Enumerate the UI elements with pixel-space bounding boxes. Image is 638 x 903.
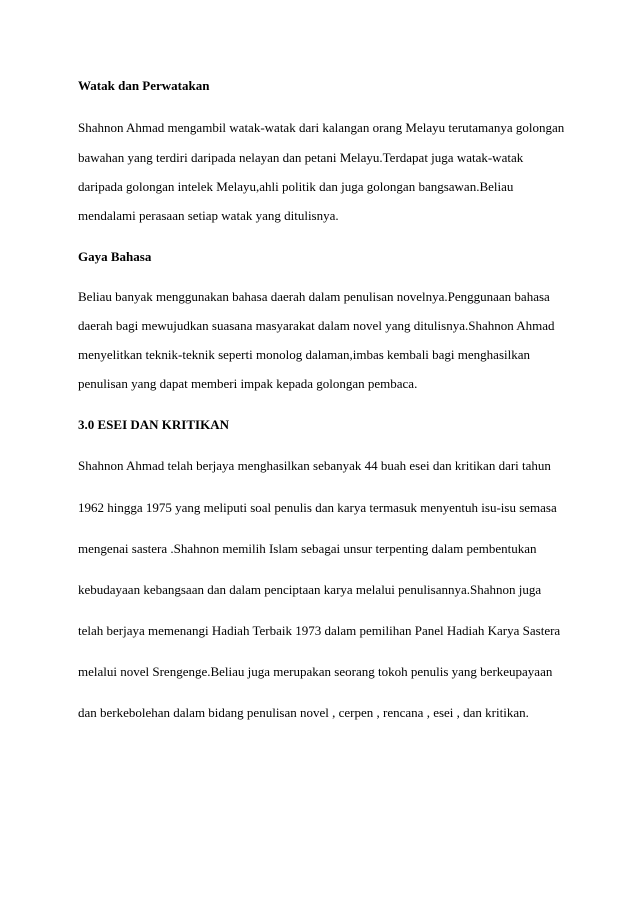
section-heading-esei: 3.0 ESEI DAN KRITIKAN bbox=[78, 417, 229, 432]
paragraph-line: 1962 hingga 1975 yang meliputi soal penulis dan karya termasuk menyentuh isu-isu semasa bbox=[78, 500, 557, 515]
paragraph-line: melalui novel Srengenge.Beliau juga merupakan seorang tokoh penulis yang berkeupayaan bbox=[78, 664, 553, 679]
paragraph-line: daripada golongan intelek Melayu,ahli politik dan juga golongan bangsawan.Beliau bbox=[78, 179, 514, 194]
paragraph-line: bawahan yang terdiri daripada nelayan dan petani Melayu.Terdapat juga watak-watak bbox=[78, 150, 524, 165]
paragraph-line: mengenai sastera .Shahnon memilih Islam sebagai unsur terpenting dalam pembentukan bbox=[78, 541, 537, 556]
paragraph-line: Shahnon Ahmad telah berjaya menghasilkan sebanyak 44 buah esei dan kritikan dari tahun bbox=[78, 458, 551, 473]
paragraph-line: mendalami perasaan setiap watak yang ditulisnya. bbox=[78, 208, 339, 223]
section-heading-watak: Watak dan Perwatakan bbox=[78, 78, 210, 93]
paragraph-line: kebudayaan kebangsaan dan dalam penciptaan karya melalui penulisannya.Shahnon juga bbox=[78, 582, 542, 597]
paragraph-line: penulisan yang dapat memberi impak kepada golongan pembaca. bbox=[78, 376, 418, 391]
paragraph-line: menyelitkan teknik-teknik seperti monolog dalaman,imbas kembali bagi menghasilkan bbox=[78, 347, 530, 362]
paragraph-line: telah berjaya memenangi Hadiah Terbaik 1973 dalam pemilihan Panel Hadiah Karya Sastera bbox=[78, 623, 561, 638]
paragraph-line: Beliau banyak menggunakan bahasa daerah dalam penulisan novelnya.Penggunaan bahasa bbox=[78, 289, 550, 304]
section-heading-gaya: Gaya Bahasa bbox=[78, 249, 152, 264]
paragraph-line: daerah bagi mewujudkan suasana masyarakat dalam novel yang ditulisnya.Shahnon Ahmad bbox=[78, 318, 555, 333]
paragraph-line: dan berkebolehan dalam bidang penulisan novel , cerpen , rencana , esei , dan kritikan. bbox=[78, 705, 529, 720]
paragraph-line: Shahnon Ahmad mengambil watak-watak dari kalangan orang Melayu terutamanya golongan bbox=[78, 120, 565, 135]
